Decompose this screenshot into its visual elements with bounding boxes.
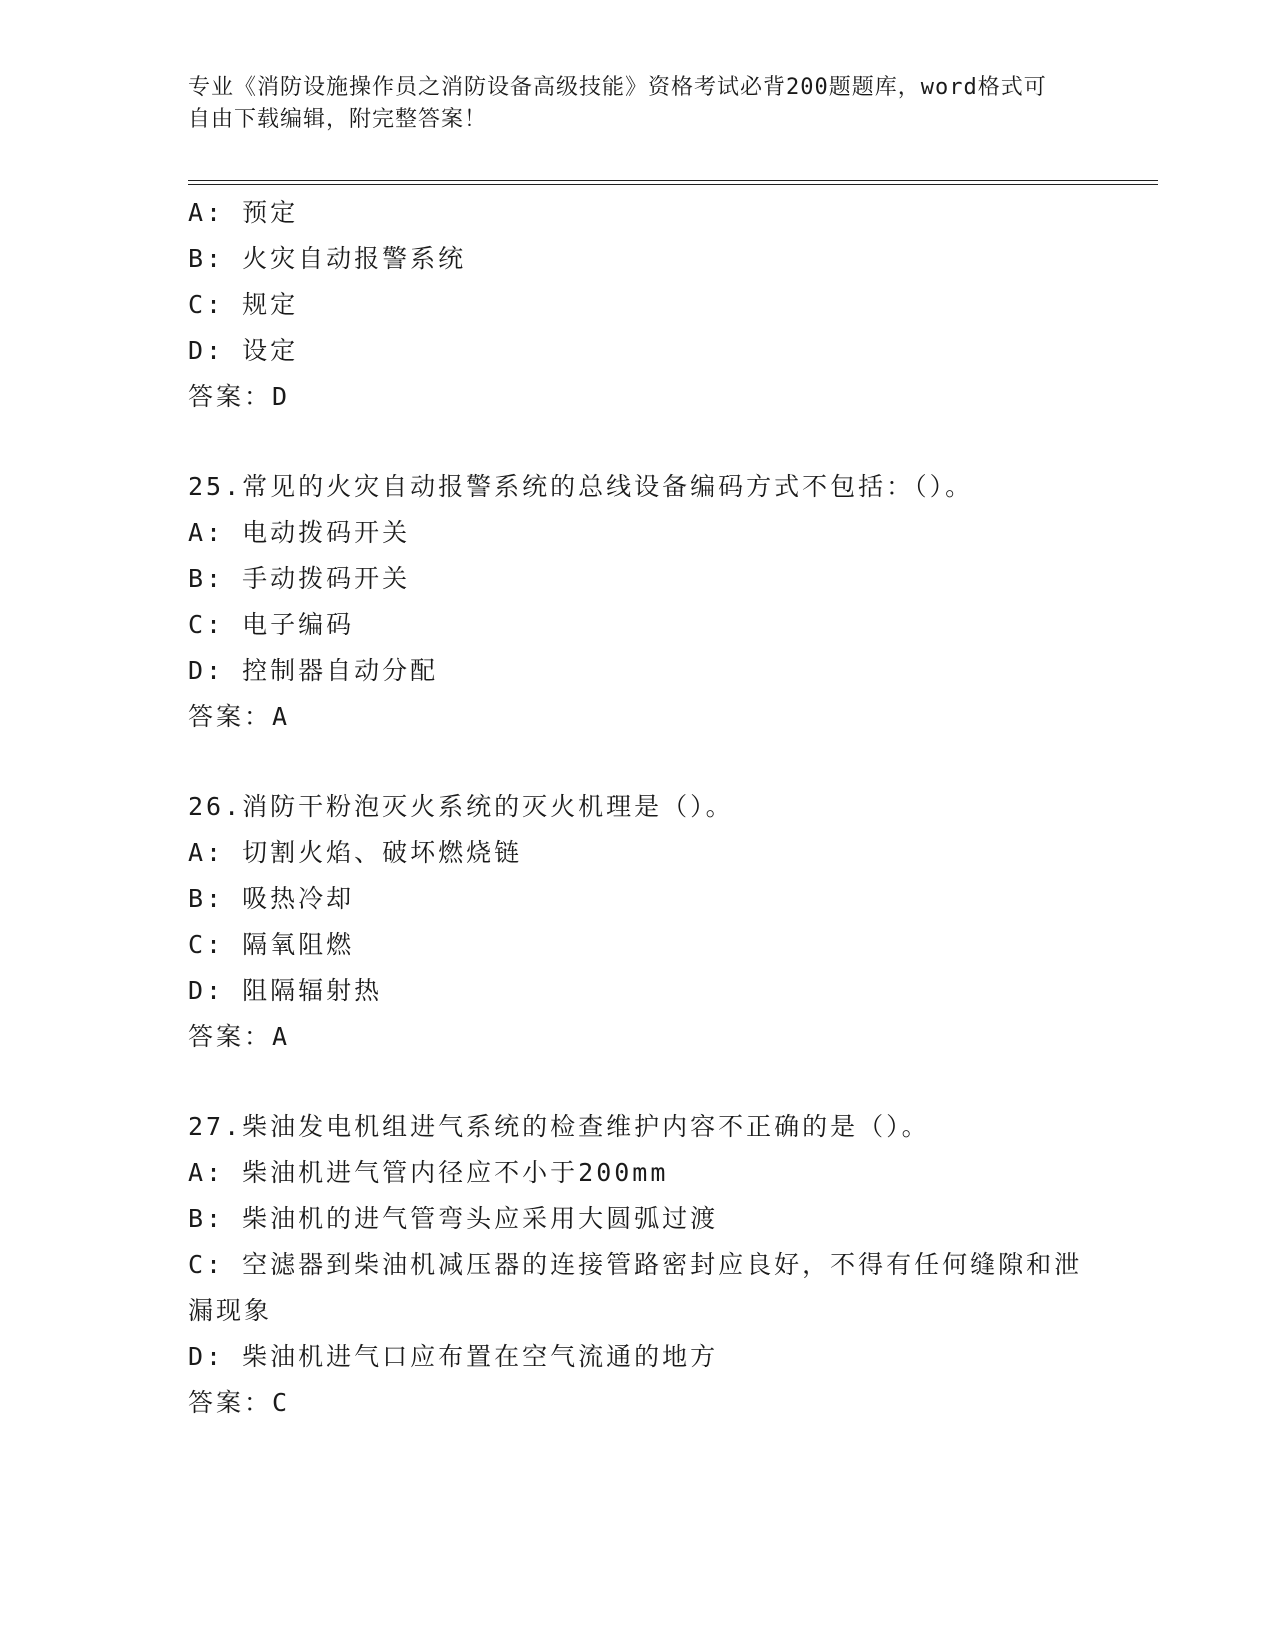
option-c: C: 隔氧阻燃: [188, 930, 355, 959]
header-text: 专业《消防设施操作员之消防设备高级技能》资格考试必背200题题库，word格式可自由下载编辑，附完整答案！: [188, 75, 1047, 132]
answer-line: 答案：D: [188, 382, 291, 411]
option-d: D: 柴油机进气口应布置在空气流通的地方: [188, 1342, 719, 1371]
question-text: 25.常见的火灾自动报警系统的总线设备编码方式不包括：（）。: [188, 472, 974, 501]
answer-line: 答案：A: [188, 1022, 291, 1051]
option-b: B: 手动拨码开关: [188, 564, 411, 593]
option-c: C: 空滤器到柴油机减压器的连接管路密封应良好，不得有任何缝隙和泄漏现象: [188, 1250, 1083, 1325]
answer-line: 答案：C: [188, 1388, 291, 1417]
answer-line: 答案：A: [188, 702, 291, 731]
option-d: D: 阻隔辐射热: [188, 976, 383, 1005]
spacer: [188, 740, 1088, 784]
question-block-25: [188, 464, 1088, 740]
option-d: D: 控制器自动分配: [188, 656, 439, 685]
question-block-26: [188, 784, 1088, 1060]
option-a: A: 柴油机进气管内径应不小于200mm: [188, 1158, 669, 1187]
question-block-27: [188, 1104, 1088, 1426]
question-text: 26.消防干粉泡灭火系统的灭火机理是（）。: [188, 792, 734, 821]
header-divider-top: [188, 180, 1158, 181]
option-d: D: 设定: [188, 336, 299, 365]
spacer: [188, 420, 1088, 464]
header-divider-bottom: [188, 184, 1158, 185]
document-header: [188, 72, 1068, 136]
option-a: A: 预定: [188, 198, 299, 227]
option-b: B: 火灾自动报警系统: [188, 244, 467, 273]
option-b: B: 吸热冷却: [188, 884, 355, 913]
option-b: B: 柴油机的进气管弯头应采用大圆弧过渡: [188, 1204, 719, 1233]
spacer: [188, 1060, 1088, 1104]
question-list: [188, 190, 1088, 1426]
option-c: C: 规定: [188, 290, 299, 319]
option-a: A: 电动拨码开关: [188, 518, 411, 547]
option-c: C: 电子编码: [188, 610, 355, 639]
option-a: A: 切割火焰、破坏燃烧链: [188, 838, 523, 867]
question-block-24: [188, 190, 1088, 420]
question-text: 27.柴油发电机组进气系统的检查维护内容不正确的是（）。: [188, 1112, 930, 1141]
